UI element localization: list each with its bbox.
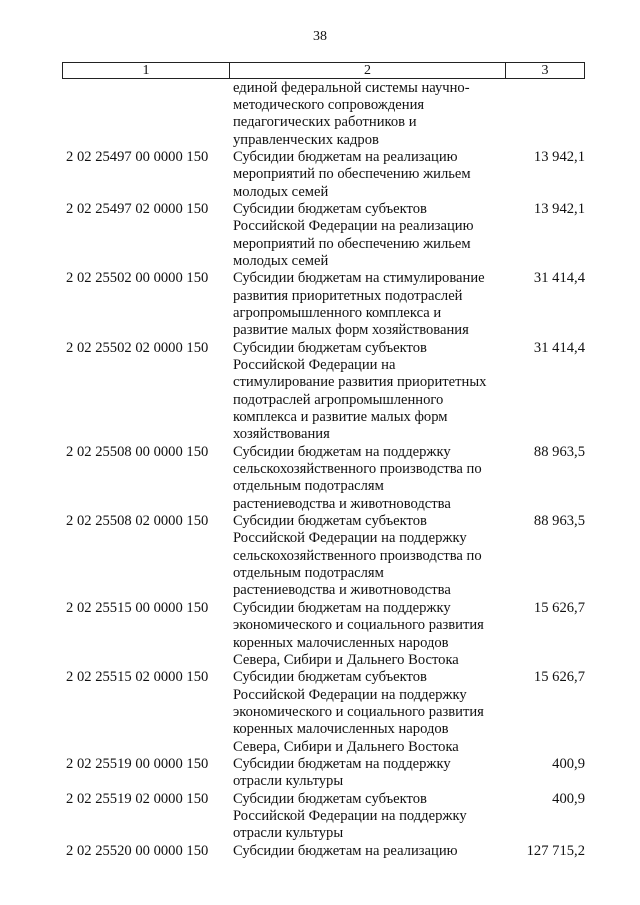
description-line: Российской Федерации на поддержку bbox=[233, 530, 467, 547]
description-line: Субсидии бюджетам на поддержку bbox=[233, 755, 451, 772]
header-col-1: 1 bbox=[63, 63, 230, 78]
amount: 88 963,5 bbox=[533, 443, 585, 460]
description-line: коренных малочисленных народов bbox=[233, 721, 449, 738]
budget-code: 2 02 25508 00 0000 150 bbox=[66, 443, 209, 460]
table-body bbox=[62, 80, 585, 860]
description-line: экономического и социального развития bbox=[233, 703, 484, 720]
description-line: развития приоритетных подотраслей bbox=[233, 287, 463, 304]
description-line: Субсидии бюджетам на стимулирование bbox=[233, 270, 485, 287]
table-row bbox=[62, 340, 585, 444]
budget-code: 2 02 25515 00 0000 150 bbox=[66, 599, 209, 616]
budget-code: 2 02 25519 02 0000 150 bbox=[66, 790, 209, 807]
description bbox=[233, 149, 508, 201]
description-line: подотраслей агропромышленного bbox=[233, 391, 444, 408]
description bbox=[233, 600, 508, 669]
description bbox=[233, 201, 508, 270]
description bbox=[233, 791, 508, 843]
description bbox=[233, 444, 508, 513]
amount: 31 414,4 bbox=[533, 339, 585, 356]
page-number: 38 bbox=[313, 29, 327, 44]
budget-code: 2 02 25519 00 0000 150 bbox=[66, 755, 209, 772]
table-row bbox=[62, 444, 585, 513]
amount bbox=[508, 80, 585, 149]
table-row bbox=[62, 600, 585, 669]
amount: 15 626,7 bbox=[533, 669, 585, 686]
budget-code bbox=[62, 80, 233, 149]
description-line: стимулирование развития приоритетных bbox=[233, 374, 487, 391]
description bbox=[233, 669, 508, 756]
description-line: отдельным подотраслям bbox=[233, 478, 384, 495]
budget-code: 2 02 25502 00 0000 150 bbox=[66, 270, 209, 287]
description-line: Севера, Сибири и Дальнего Востока bbox=[233, 738, 459, 755]
description-line: растениеводства и животноводства bbox=[233, 495, 451, 512]
amount: 88 963,5 bbox=[533, 513, 585, 530]
description bbox=[233, 513, 508, 600]
description-line: отдельным подотраслям bbox=[233, 565, 384, 582]
description-line: Субсидии бюджетам на поддержку bbox=[233, 443, 451, 460]
description-line: отрасли культуры bbox=[233, 825, 344, 842]
amount: 31 414,4 bbox=[533, 270, 585, 287]
description-line: мероприятий по обеспечению жильем bbox=[233, 235, 471, 252]
table-row bbox=[62, 149, 585, 201]
table-row bbox=[62, 80, 585, 149]
table-row bbox=[62, 756, 585, 791]
table-row bbox=[62, 513, 585, 600]
description-line: комплекса и развитие малых форм bbox=[233, 409, 448, 426]
description bbox=[233, 340, 508, 444]
budget-code: 2 02 25520 00 0000 150 bbox=[66, 842, 209, 859]
description bbox=[233, 80, 508, 149]
description-line: мероприятий по обеспечению жильем bbox=[233, 166, 471, 183]
description bbox=[233, 756, 508, 791]
description-line: хозяйствования bbox=[233, 426, 330, 443]
description-line: отрасли культуры bbox=[233, 773, 344, 790]
description-line: молодых семей bbox=[233, 252, 329, 269]
header-col-3: 3 bbox=[541, 63, 549, 78]
description-line: Российской Федерации на реализацию bbox=[233, 218, 474, 235]
amount: 13 942,1 bbox=[533, 148, 585, 165]
description-line: Субсидии бюджетам на поддержку bbox=[233, 599, 451, 616]
budget-code: 2 02 25515 02 0000 150 bbox=[66, 669, 209, 686]
description-line: Субсидии бюджетам субъектов bbox=[233, 200, 427, 217]
table-row bbox=[62, 201, 585, 270]
description-line: коренных малочисленных народов bbox=[233, 634, 449, 651]
amount: 400,9 bbox=[552, 790, 585, 807]
header-col-2: 2 bbox=[230, 63, 506, 78]
description-line: растениеводства и животноводства bbox=[233, 582, 451, 599]
description-line: Субсидии бюджетам субъектов bbox=[233, 513, 427, 530]
amount: 127 715,2 bbox=[526, 842, 585, 859]
budget-code: 2 02 25497 02 0000 150 bbox=[66, 200, 209, 217]
amount: 400,9 bbox=[552, 755, 585, 772]
description-line: сельскохозяйственного производства по bbox=[233, 461, 482, 478]
description-line: Субсидии бюджетам субъектов bbox=[233, 669, 427, 686]
description bbox=[233, 843, 508, 860]
table-header bbox=[62, 62, 585, 79]
description-line: единой федеральной системы научно- bbox=[233, 79, 470, 96]
table-row bbox=[62, 270, 585, 339]
description-line: Субсидии бюджетам субъектов bbox=[233, 339, 427, 356]
description-line: Субсидии бюджетам на реализацию bbox=[233, 842, 458, 859]
description-line: Российской Федерации на поддержку bbox=[233, 686, 467, 703]
description-line: Субсидии бюджетам на реализацию bbox=[233, 148, 458, 165]
description-line: молодых семей bbox=[233, 183, 329, 200]
description-line: Российской Федерации на поддержку bbox=[233, 807, 467, 824]
table-row bbox=[62, 669, 585, 756]
budget-code: 2 02 25497 00 0000 150 bbox=[66, 148, 209, 165]
description-line: экономического и социального развития bbox=[233, 617, 484, 634]
description-line: управленческих кадров bbox=[233, 131, 379, 148]
description-line: Севера, Сибири и Дальнего Востока bbox=[233, 651, 459, 668]
description-line: педагогических работников и bbox=[233, 114, 417, 131]
amount: 15 626,7 bbox=[533, 599, 585, 616]
description-line: Субсидии бюджетам субъектов bbox=[233, 790, 427, 807]
description-line: развитие малых форм хозяйствования bbox=[233, 322, 469, 339]
description-line: агропромышленного комплекса и bbox=[233, 304, 442, 321]
table-row bbox=[62, 791, 585, 843]
table-row bbox=[62, 843, 585, 860]
description bbox=[233, 270, 508, 339]
description-line: Российской Федерации на bbox=[233, 357, 396, 373]
amount: 13 942,1 bbox=[533, 200, 585, 217]
description-line: методического сопровождения bbox=[233, 96, 425, 113]
budget-code: 2 02 25508 02 0000 150 bbox=[66, 513, 209, 530]
description-line: сельскохозяйственного производства по bbox=[233, 547, 482, 564]
budget-code: 2 02 25502 02 0000 150 bbox=[66, 339, 209, 356]
